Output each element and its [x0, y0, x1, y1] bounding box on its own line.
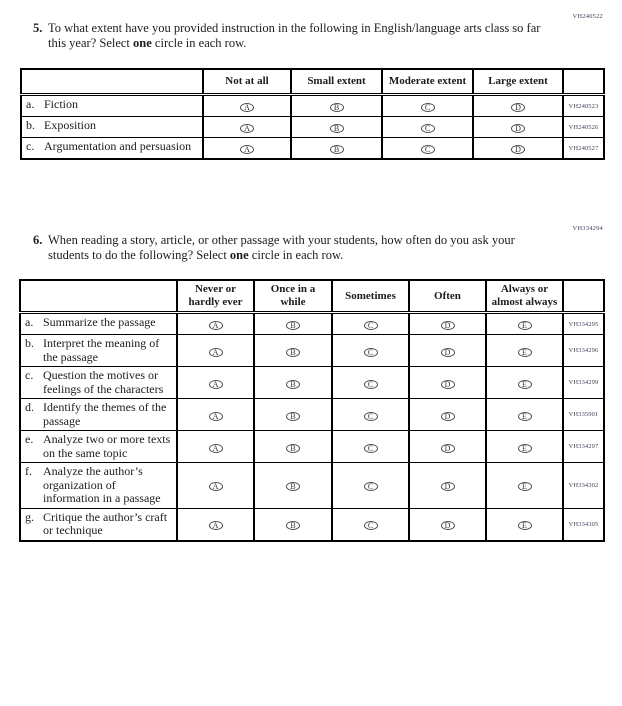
column-header-always: Always or almost always [486, 280, 563, 313]
answer-bubble-c[interactable]: C [364, 521, 378, 530]
answer-bubble-b[interactable]: B [330, 124, 344, 133]
row-code: VH334299 [563, 367, 604, 399]
option-cell [473, 95, 563, 117]
answer-bubble-c[interactable]: C [364, 348, 378, 357]
option-cell [473, 117, 563, 138]
answer-bubble-a[interactable]: A [209, 348, 223, 357]
column-header-moderate-extent: Moderate extent [382, 69, 473, 95]
option-cell [177, 367, 254, 399]
row-label-header [20, 280, 177, 313]
answer-bubble-c[interactable]: C [421, 124, 435, 133]
answer-bubble-e[interactable]: E [518, 412, 532, 421]
row-letter: c. [25, 368, 34, 382]
option-cell [203, 138, 291, 160]
option-cell [254, 399, 332, 431]
answer-bubble-c[interactable]: C [364, 482, 378, 491]
option-cell [473, 138, 563, 160]
question-6-number: 6. [33, 233, 43, 247]
row-label: Analyze the author’s organization of information in a passage [43, 464, 161, 505]
header-row [20, 280, 604, 313]
option-cell [409, 313, 486, 335]
column-header-not-at-all: Not at all [203, 69, 291, 95]
question-5-text-start: To what extent have you provided instruction in the following in English/language arts class so far this year? Select [48, 21, 541, 50]
option-cell [332, 431, 409, 463]
option-cell [486, 463, 563, 509]
answer-bubble-c[interactable]: C [364, 321, 378, 330]
option-cell [203, 117, 291, 138]
option-cell [486, 367, 563, 399]
answer-bubble-b[interactable]: B [286, 444, 300, 453]
option-cell [409, 463, 486, 509]
option-cell [177, 431, 254, 463]
column-header-never: Never or hardly ever [177, 280, 254, 313]
row-letter: a. [26, 97, 35, 111]
column-header-once-in-a-while: Once in a while [254, 280, 332, 313]
answer-bubble-b[interactable]: B [286, 348, 300, 357]
row-code: VH240523 [563, 95, 604, 117]
row-label: Critique the author’s craft or technique [43, 509, 168, 537]
question-6-bold-word: one [229, 248, 249, 262]
table-row [20, 463, 604, 509]
option-cell [332, 399, 409, 431]
row-label-cell [20, 313, 177, 335]
answer-bubble-d[interactable]: D [441, 521, 455, 530]
answer-bubble-a[interactable]: A [240, 103, 254, 112]
row-label-cell [20, 399, 177, 431]
row-label-cell [21, 117, 203, 138]
option-cell [409, 508, 486, 541]
answer-bubble-e[interactable]: E [518, 380, 532, 389]
row-letter: a. [25, 315, 34, 329]
option-cell [203, 95, 291, 117]
table-row [21, 95, 604, 117]
question-6 [33, 233, 563, 263]
table-row [20, 431, 604, 463]
option-cell [254, 367, 332, 399]
option-cell [254, 313, 332, 335]
option-cell [409, 367, 486, 399]
answer-bubble-d[interactable]: D [441, 380, 455, 389]
option-cell [177, 508, 254, 541]
row-label-cell [21, 95, 203, 117]
answer-bubble-e[interactable]: E [518, 482, 532, 491]
answer-bubble-d[interactable]: D [441, 412, 455, 421]
option-cell [332, 335, 409, 367]
row-letter: f. [25, 464, 32, 478]
row-code: VH334295 [563, 313, 604, 335]
option-cell [382, 117, 473, 138]
answer-bubble-a[interactable]: A [209, 444, 223, 453]
option-cell [177, 463, 254, 509]
question-5-text-end: circle in each row. [154, 36, 247, 50]
answer-bubble-d[interactable]: D [511, 103, 525, 112]
answer-bubble-b[interactable]: B [330, 145, 344, 154]
row-label-cell [20, 508, 177, 541]
option-cell [332, 313, 409, 335]
answer-bubble-b[interactable]: B [286, 482, 300, 491]
row-label: Identify the themes of the passage [43, 400, 167, 428]
option-cell [291, 138, 382, 160]
table-row [21, 138, 604, 160]
row-letter: b. [26, 118, 35, 132]
question-5-bold-word: one [133, 36, 152, 50]
table-row [20, 508, 604, 541]
code-column-header [563, 280, 604, 313]
option-cell [177, 399, 254, 431]
code-column-header [563, 69, 604, 95]
option-cell [254, 335, 332, 367]
question-5-accession-code: VH240522 [572, 13, 603, 20]
option-cell [332, 367, 409, 399]
row-letter: d. [25, 400, 34, 414]
question-5-table [20, 68, 605, 160]
option-cell [332, 463, 409, 509]
row-label: Question the motives or feelings of the characters [43, 368, 164, 396]
answer-bubble-c[interactable]: C [364, 444, 378, 453]
answer-bubble-c[interactable]: C [364, 412, 378, 421]
option-cell [409, 335, 486, 367]
answer-bubble-a[interactable]: A [240, 145, 254, 154]
row-code: VH334296 [563, 335, 604, 367]
answer-bubble-a[interactable]: A [209, 482, 223, 491]
row-label-cell [20, 463, 177, 509]
table-row [20, 335, 604, 367]
row-label-cell [20, 367, 177, 399]
row-label: Argumentation and persuasion [44, 139, 192, 153]
row-label-cell [20, 335, 177, 367]
row-code: VH334302 [563, 463, 604, 509]
answer-bubble-d[interactable]: D [511, 145, 525, 154]
answer-bubble-c[interactable]: C [364, 380, 378, 389]
header-row [21, 69, 604, 95]
answer-bubble-b[interactable]: B [286, 380, 300, 389]
row-label: Exposition [44, 118, 97, 132]
row-letter: c. [26, 139, 35, 153]
option-cell [382, 95, 473, 117]
row-label: Analyze two or more texts on the same topic [43, 432, 171, 460]
row-label-cell [20, 431, 177, 463]
question-5-number: 5. [33, 21, 43, 35]
question-5 [33, 21, 563, 51]
row-label: Fiction [44, 97, 79, 111]
option-cell [486, 508, 563, 541]
row-code: VH240527 [563, 138, 604, 160]
answer-bubble-a[interactable]: A [240, 124, 254, 133]
answer-bubble-b[interactable]: B [286, 321, 300, 330]
row-letter: g. [25, 509, 34, 524]
answer-bubble-d[interactable]: D [441, 348, 455, 357]
row-code: VH334305 [563, 508, 604, 541]
column-header-small-extent: Small extent [291, 69, 382, 95]
answer-bubble-d[interactable]: D [441, 444, 455, 453]
question-6-accession-code: VH334294 [572, 225, 603, 232]
table-row [20, 399, 604, 431]
row-label: Interpret the meaning of the passage [43, 336, 160, 364]
row-code: VH335901 [563, 399, 604, 431]
row-letter: e. [25, 432, 34, 446]
column-header-sometimes: Sometimes [332, 280, 409, 313]
answer-bubble-e[interactable]: E [518, 321, 532, 330]
question-6-table [19, 279, 605, 542]
option-cell [177, 313, 254, 335]
option-cell [291, 117, 382, 138]
option-cell [486, 335, 563, 367]
answer-bubble-b[interactable]: B [286, 412, 300, 421]
answer-bubble-e[interactable]: E [518, 521, 532, 530]
table-row [20, 313, 604, 335]
option-cell [177, 335, 254, 367]
question-6-text-end: circle in each row. [251, 248, 344, 262]
answer-bubble-c[interactable]: C [421, 145, 435, 154]
question-5-text [48, 21, 553, 51]
option-cell [409, 399, 486, 431]
row-letter: b. [25, 336, 34, 350]
column-header-large-extent: Large extent [473, 69, 563, 95]
row-label-cell [21, 138, 203, 160]
option-cell [291, 95, 382, 117]
answer-bubble-e[interactable]: E [518, 348, 532, 357]
option-cell [254, 508, 332, 541]
answer-bubble-c[interactable]: C [421, 103, 435, 112]
answer-bubble-d[interactable]: D [441, 482, 455, 491]
answer-bubble-a[interactable]: A [209, 321, 223, 330]
option-cell [254, 463, 332, 509]
table-row [20, 367, 604, 399]
table-row [21, 117, 604, 138]
column-header-often: Often [409, 280, 486, 313]
answer-bubble-d[interactable]: D [441, 321, 455, 330]
row-label-header [21, 69, 203, 95]
row-label: Summarize the passage [43, 315, 156, 329]
row-code: VH334297 [563, 431, 604, 463]
option-cell [486, 399, 563, 431]
option-cell [409, 431, 486, 463]
answer-bubble-a[interactable]: A [209, 412, 223, 421]
question-6-text [48, 233, 553, 263]
row-code: VH240526 [563, 117, 604, 138]
option-cell [332, 508, 409, 541]
answer-bubble-b[interactable]: B [330, 103, 344, 112]
option-cell [254, 431, 332, 463]
question-6-text-start: When reading a story, article, or other passage with your students, how often do you ask your students to do the following? Select [48, 233, 515, 262]
answer-bubble-e[interactable]: E [518, 444, 532, 453]
answer-bubble-a[interactable]: A [209, 521, 223, 530]
option-cell [382, 138, 473, 160]
answer-bubble-d[interactable]: D [511, 124, 525, 133]
answer-bubble-a[interactable]: A [209, 380, 223, 389]
option-cell [486, 431, 563, 463]
answer-bubble-b[interactable]: B [286, 521, 300, 530]
option-cell [486, 313, 563, 335]
